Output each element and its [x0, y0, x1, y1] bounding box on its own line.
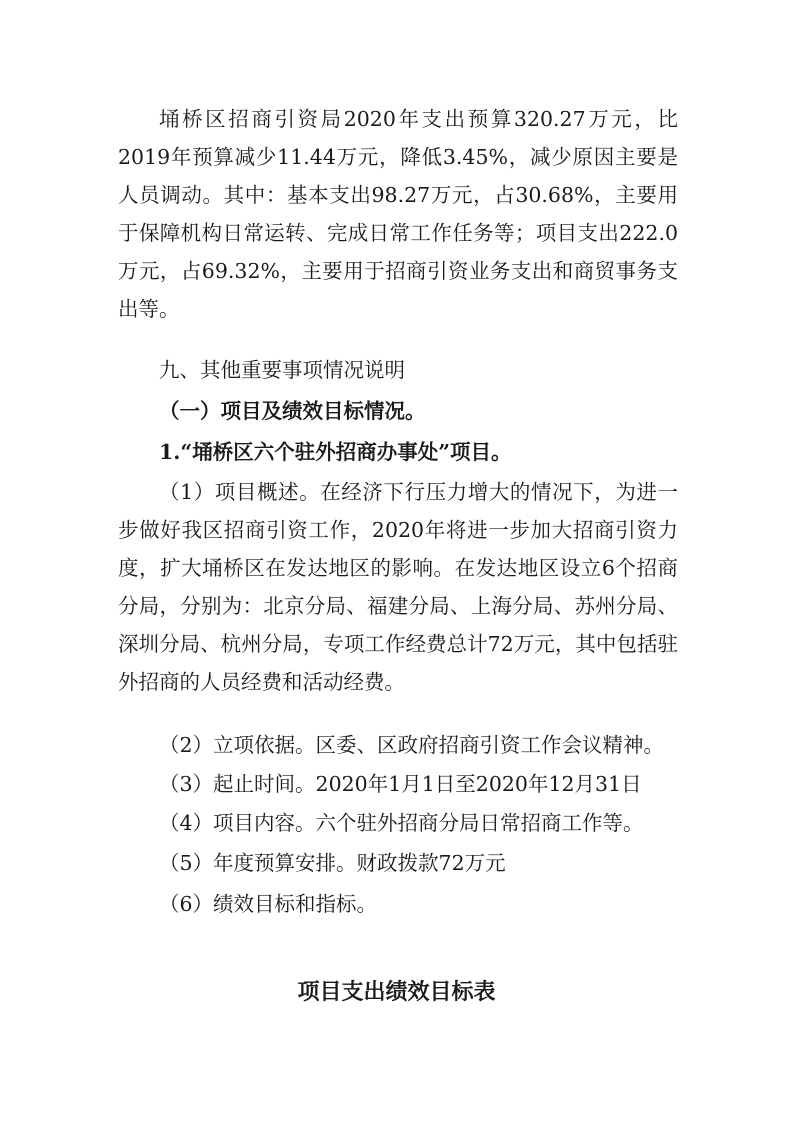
section-heading: 九、其他重要事项情况说明 [159, 358, 405, 382]
performance-goals-line: （6）绩效目标和指标。 [159, 892, 378, 916]
table-title: 项目支出绩效目标表 [297, 980, 496, 1005]
item-heading: 1.“埇桥区六个驻外招商办事处”项目。 [159, 440, 512, 464]
budget-paragraph: 埇桥区招商引资局2020年支出预算320.27万元，比2019年预算减少11.44万元，降低3.45%，减少原因主要是人员调动。其中：基本支出98.27万元，占30.68%，主要用于保障机构日常运转、完成日常工作任务等；项目支出222.0万元，占69.32%，主要用于招商引资业务支出和商贸事务支出等。 [118, 107, 678, 321]
project-content-line: （4）项目内容。六个驻外招商分局日常招商工作等。 [159, 811, 644, 835]
project-overview-paragraph: （1）项目概述。在经济下行压力增大的情况下，为进一步做好我区招商引资工作，2020年将进一步加大招商引资力度，扩大埇桥区在发达地区的影响。在发达地区设立6个招商分局，分别为：北京分局、福建分局、上海分局、苏州分局、深圳分局、杭州分局，专项工作经费总计72万元，其中包括驻外招商的人员经费和活动经费。 [118, 480, 678, 694]
project-basis-line: （2）立项依据。区委、区政府招商引资工作会议精神。 [159, 733, 665, 757]
budget-arrangement-line: （5）年度预算安排。财政拨款72万元 [159, 851, 506, 875]
subsection-heading: （一）项目及绩效目标情况。 [159, 399, 426, 423]
project-period-line: （3）起止时间。2020年1月1日至2020年12月31日 [159, 772, 642, 796]
